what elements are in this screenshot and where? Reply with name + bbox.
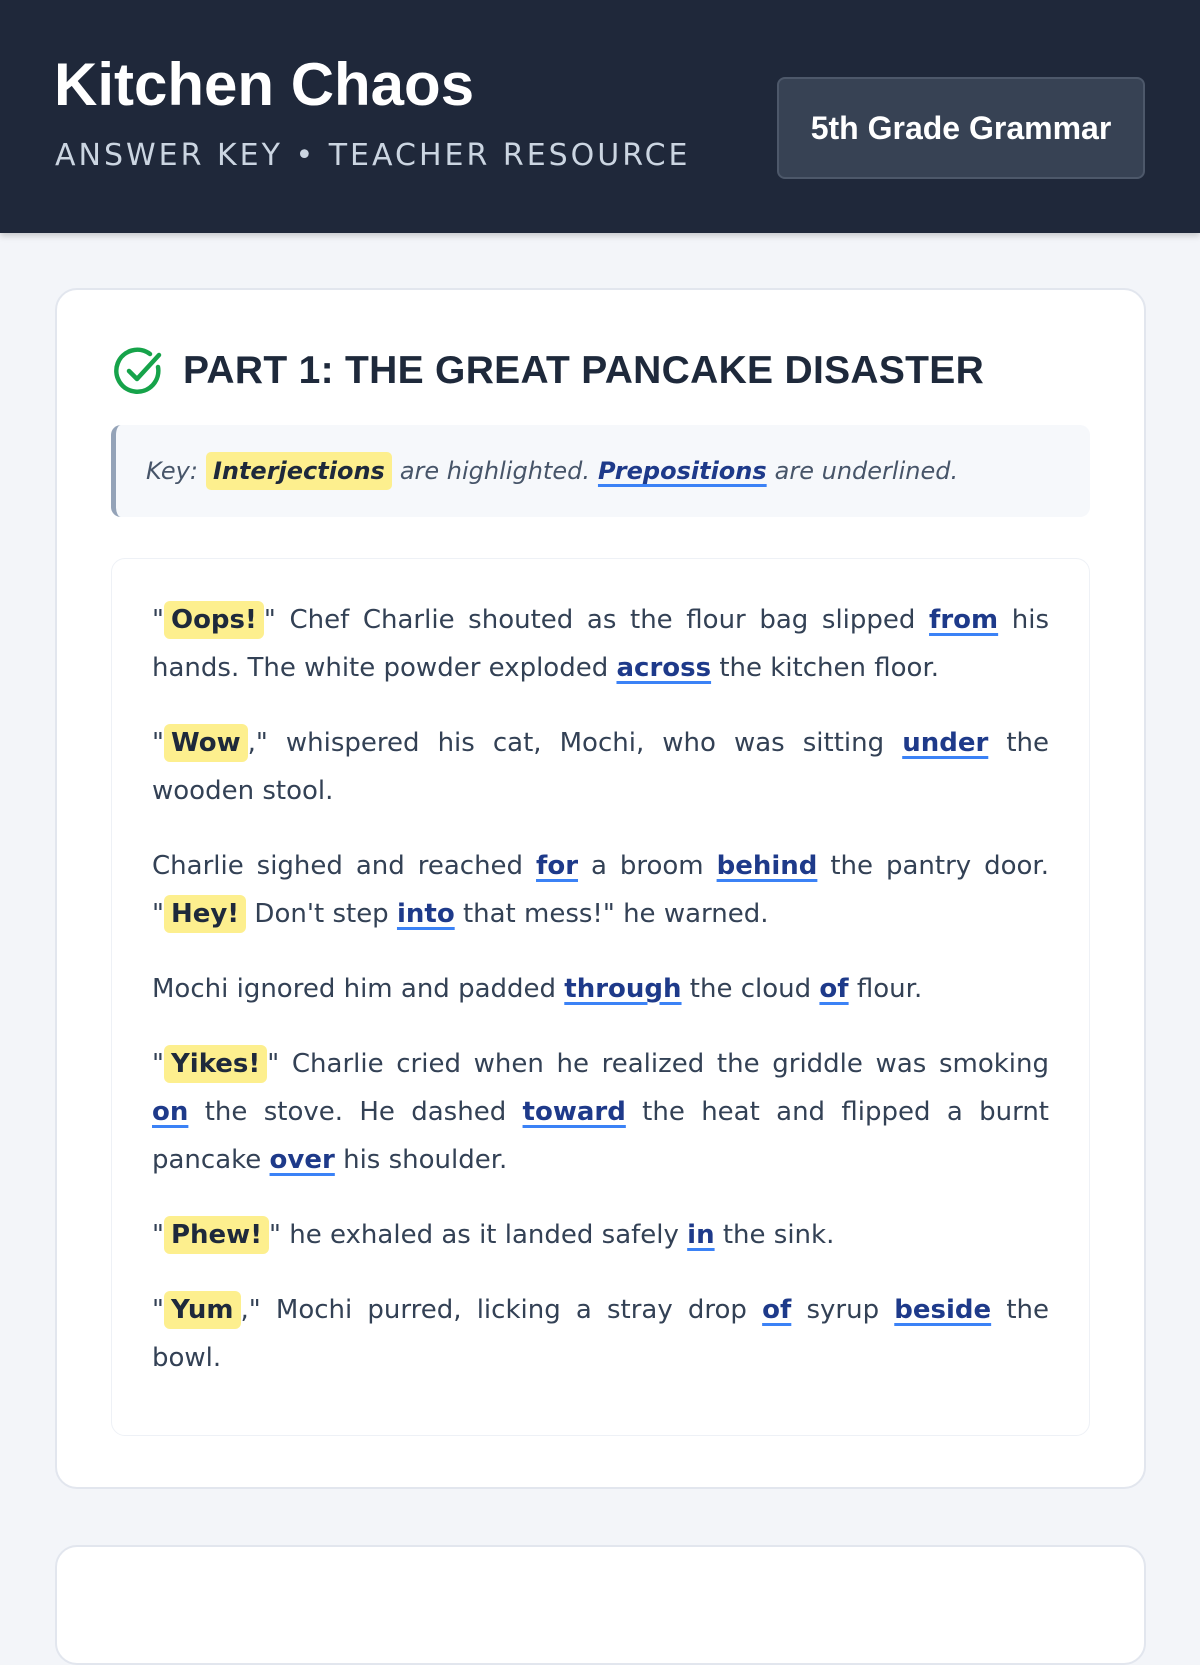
preposition: toward bbox=[522, 1097, 626, 1127]
preposition: on bbox=[152, 1097, 189, 1127]
text-segment: syrup bbox=[791, 1295, 895, 1325]
text-segment: the sink. bbox=[714, 1220, 835, 1250]
text-segment: a broom bbox=[578, 851, 717, 881]
text-segment: " bbox=[152, 1295, 164, 1325]
section-header bbox=[113, 345, 984, 397]
text-segment: " he exhaled as it landed safely bbox=[269, 1220, 688, 1250]
story-paragraph bbox=[152, 1286, 1049, 1382]
legend-key bbox=[111, 425, 1090, 517]
preposition: in bbox=[687, 1220, 715, 1250]
text-segment: " bbox=[152, 605, 164, 635]
text-segment: his hands. The white powder exploded bbox=[152, 605, 1050, 683]
part2-card bbox=[55, 1545, 1146, 1665]
text-segment: ," whispered his cat, Mochi, who was sitting bbox=[247, 728, 903, 758]
interjection: Phew! bbox=[164, 1216, 269, 1254]
interjection: Hey! bbox=[164, 895, 246, 933]
preposition: into bbox=[396, 899, 455, 929]
part1-card bbox=[55, 288, 1146, 1489]
text-segment: " Charlie cried when he realized the griddle was smoking bbox=[267, 1049, 1049, 1079]
preposition: behind bbox=[716, 851, 818, 881]
text-segment: that mess!" he warned. bbox=[454, 899, 769, 929]
text-segment: the pantry door. " bbox=[152, 851, 1049, 929]
preposition: of bbox=[819, 974, 849, 1004]
text-segment: the stove. He dashed bbox=[188, 1097, 523, 1127]
page-title: Kitchen Chaos bbox=[54, 51, 475, 118]
text-segment: flour. bbox=[848, 974, 923, 1004]
interjection: Yikes! bbox=[164, 1045, 267, 1083]
story-paragraph bbox=[152, 1040, 1049, 1184]
preposition: beside bbox=[894, 1295, 992, 1325]
section-title: PART 1: THE GREAT PANCAKE DISASTER bbox=[183, 349, 985, 392]
text-segment: the cloud bbox=[681, 974, 820, 1004]
text-segment: his shoulder. bbox=[334, 1145, 508, 1175]
text-segment: the kitchen floor. bbox=[711, 653, 940, 683]
preposition: over bbox=[269, 1145, 335, 1175]
preposition: for bbox=[536, 851, 579, 881]
story-paragraph bbox=[152, 965, 1049, 1013]
preposition: from bbox=[929, 605, 999, 635]
interjection: Wow bbox=[164, 724, 248, 762]
interjection: Yum bbox=[164, 1291, 241, 1329]
legend-interjections: Interjections bbox=[206, 452, 392, 490]
preposition: under bbox=[902, 728, 989, 758]
text-segment: Mochi ignored him and padded bbox=[152, 974, 565, 1004]
preposition: of bbox=[762, 1295, 792, 1325]
legend-middle: are highlighted. bbox=[399, 457, 590, 485]
story-paragraph bbox=[152, 719, 1049, 815]
story-paragraph bbox=[152, 842, 1049, 938]
preposition: across bbox=[616, 653, 712, 683]
text-segment: " bbox=[152, 1049, 164, 1079]
check-circle-icon bbox=[113, 345, 165, 397]
text-segment: the wooden stool. bbox=[152, 728, 1050, 806]
interjection: Oops! bbox=[164, 601, 264, 639]
grade-level-badge: 5th Grade Grammar bbox=[777, 77, 1145, 179]
legend-prepositions: Prepositions bbox=[597, 457, 767, 485]
story-paragraph bbox=[152, 596, 1049, 692]
text-segment: Don't step bbox=[246, 899, 397, 929]
text-segment: the bowl. bbox=[152, 1295, 1049, 1373]
page-header bbox=[0, 0, 1200, 233]
text-segment: " bbox=[152, 1220, 164, 1250]
story-paragraph bbox=[152, 1211, 1049, 1259]
preposition: through bbox=[564, 974, 682, 1004]
legend-prefix: Key: bbox=[146, 457, 198, 485]
text-segment: " Chef Charlie shouted as the flour bag slipped bbox=[263, 605, 930, 635]
text-segment: " bbox=[152, 728, 164, 758]
text-segment: ," Mochi purred, licking a stray drop bbox=[240, 1295, 763, 1325]
legend-suffix: are underlined. bbox=[774, 457, 959, 485]
text-segment: the heat and flipped a burnt pancake bbox=[152, 1097, 1049, 1175]
page-subtitle: ANSWER KEY • TEACHER RESOURCE bbox=[55, 138, 691, 173]
story-box bbox=[111, 558, 1090, 1436]
text-segment: Charlie sighed and reached bbox=[152, 851, 537, 881]
